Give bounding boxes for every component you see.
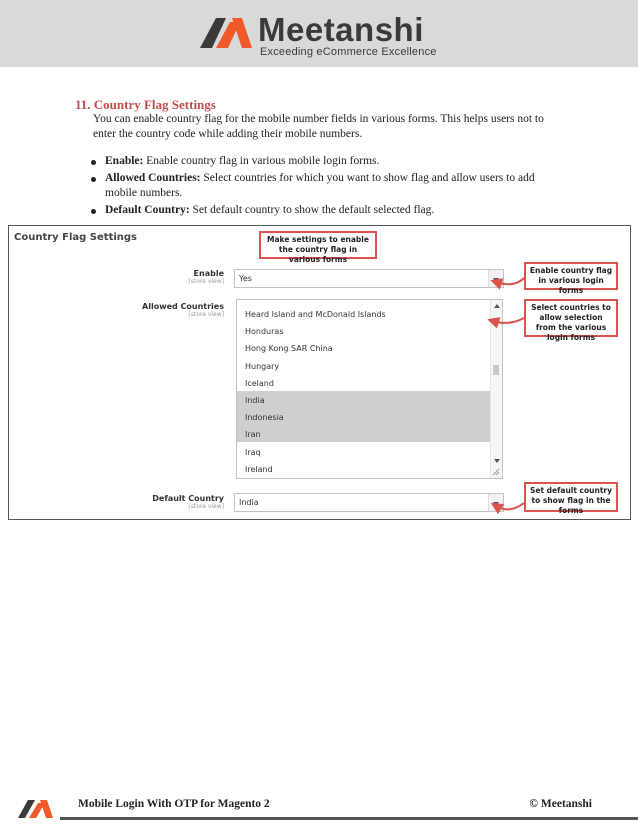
- brand-tagline: Exceeding eCommerce Excellence: [260, 46, 437, 58]
- list-item: [88, 154, 563, 169]
- callout-allowed-countries: Select countries to allow selection from the various login forms: [524, 299, 618, 337]
- arrow-to-allowed: [493, 318, 524, 323]
- footer-title: Mobile Login With OTP for Magento 2: [78, 798, 270, 810]
- section-title: 11. Country Flag Settings: [75, 97, 216, 112]
- scope-label: [store view]: [188, 278, 224, 285]
- allowed-countries-label-text: Allowed Countries: [142, 302, 224, 311]
- meetanshi-logo: [200, 8, 450, 60]
- scope-label: [store view]: [188, 503, 224, 510]
- callout-top: Make settings to enable the country flag in various forms: [259, 231, 377, 259]
- callout-arrows: [9, 226, 630, 519]
- list-item: [88, 203, 563, 218]
- settings-screenshot: [8, 225, 631, 520]
- brand-name: Meetanshi: [258, 11, 424, 48]
- arrow-to-default: [496, 503, 524, 509]
- country-option[interactable]: Iraq: [245, 447, 261, 457]
- bullet-text: Set default country to show the default selected flag.: [189, 204, 435, 216]
- country-option[interactable]: Hong Kong SAR China: [245, 344, 333, 354]
- country-option[interactable]: Indonesia: [237, 408, 491, 425]
- footer-logo-icon: [18, 798, 64, 818]
- scope-label: [store view]: [188, 311, 224, 318]
- country-option[interactable]: Heard Island and McDonald Islands: [245, 310, 386, 319]
- country-option[interactable]: Iran: [237, 425, 491, 442]
- feature-list: [88, 154, 563, 220]
- country-option[interactable]: India: [237, 391, 491, 408]
- section-intro: You can enable country flag for the mobile number fields in various forms. This helps users not to enter the country code while adding their mobile numbers.: [93, 113, 544, 140]
- panel-title: Country Flag Settings: [14, 232, 138, 243]
- callout-enable: Enable country flag in various login forms: [524, 262, 618, 290]
- bullet-term: Default Country:: [105, 204, 190, 216]
- country-option[interactable]: Hungary: [245, 361, 280, 371]
- enable-value: Yes: [239, 274, 252, 283]
- bullet-term: Enable:: [105, 155, 144, 167]
- bullet-text: Enable country flag in various mobile login forms.: [143, 155, 380, 167]
- page-header: [0, 0, 638, 67]
- bullet-text: Select countries for which you want to show flag and allow users to add mobile numbers.: [105, 172, 535, 199]
- bullet-term: Allowed Countries:: [105, 172, 201, 184]
- country-option[interactable]: Honduras: [245, 327, 284, 337]
- callout-default-country: Set default country to show flag in the forms: [524, 482, 618, 512]
- footer-divider: [60, 817, 638, 820]
- country-option[interactable]: Ireland: [245, 464, 273, 474]
- meetanshi-logo-mark-icon: [200, 16, 252, 50]
- default-country-label-text: Default Country: [152, 494, 224, 503]
- list-item: [88, 171, 563, 201]
- footer-copyright: © Meetanshi: [529, 798, 592, 810]
- default-country-value: India: [239, 498, 259, 507]
- arrow-to-enable: [496, 278, 524, 284]
- enable-label-text: Enable: [193, 269, 224, 278]
- country-option[interactable]: Iceland: [245, 378, 274, 388]
